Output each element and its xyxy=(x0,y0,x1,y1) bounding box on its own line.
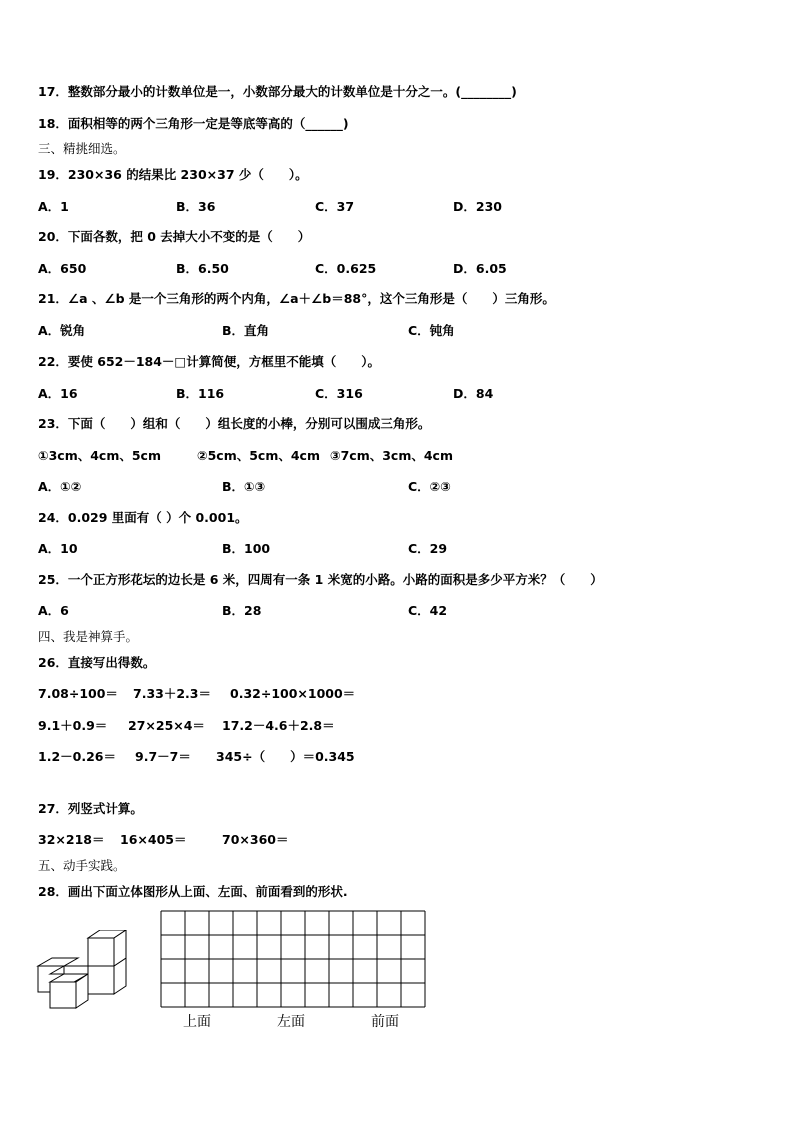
section-3-heading: 三、精挑细选。 xyxy=(38,141,126,156)
q27-calc-3: 70×360＝ xyxy=(222,832,289,847)
section-5-heading: 五、动手实践。 xyxy=(38,858,126,873)
q23-item-1: ①3cm、4cm、5cm xyxy=(38,448,161,463)
q26-calc-2-3: 17.2－4.6＋2.8＝ xyxy=(222,718,335,733)
q19-option-d: D．230 xyxy=(453,199,502,214)
q21-option-a: A．锐角 xyxy=(38,323,86,338)
q26-calc-3-3: 345÷（ ）＝0.345 xyxy=(216,749,355,764)
label-front-view: 前面 xyxy=(371,1014,399,1030)
question-27: 27．列竖式计算。 xyxy=(38,801,143,816)
q24-option-c: C．29 xyxy=(408,541,448,556)
question-18: 18．面积相等的两个三角形一定是等底等高的（______) xyxy=(38,116,349,131)
q21-option-b: B．直角 xyxy=(222,323,270,338)
q23-item-3: ③7cm、3cm、4cm xyxy=(330,448,453,463)
question-20: 20．下面各数，把 0 去掉大小不变的是（ ） xyxy=(38,229,311,244)
drawing-grid[interactable] xyxy=(160,910,428,1008)
label-top-view: 上面 xyxy=(183,1014,211,1030)
q25-option-a: A．6 xyxy=(38,603,69,618)
q23-option-a: A．①② xyxy=(38,479,82,494)
q19-option-c: C．37 xyxy=(315,199,355,214)
q20-option-b: B．6.50 xyxy=(176,261,229,276)
q25-option-c: C．42 xyxy=(408,603,448,618)
question-25: 25．一个正方形花坛的边长是 6 米，四周有一条 1 米宽的小路。小路的面积是多少平方米？（ ） xyxy=(38,572,603,587)
q23-option-c: C．②③ xyxy=(408,479,451,494)
q26-calc-1-1: 7.08÷100＝ xyxy=(38,686,118,701)
q19-option-a: A．1 xyxy=(38,199,69,214)
q26-calc-3-1: 1.2－0.26＝ xyxy=(38,749,116,764)
q21-option-c: C．钝角 xyxy=(408,323,455,338)
question-23: 23．下面（ ）组和（ ）组长度的小棒，分别可以围成三角形。 xyxy=(38,416,431,431)
question-28: 28．画出下面立体图形从上面、左面、前面看到的形状. xyxy=(38,884,348,899)
question-26: 26．直接写出得数。 xyxy=(38,655,156,670)
q23-option-b: B．①③ xyxy=(222,479,266,494)
q26-calc-1-3: 0.32÷100×1000＝ xyxy=(230,686,356,701)
question-24: 24．0.029 里面有（ ）个 0.001。 xyxy=(38,510,248,525)
q25-option-b: B．28 xyxy=(222,603,262,618)
q26-calc-1-2: 7.33＋2.3＝ xyxy=(133,686,211,701)
question-22: 22．要使 652－184－□计算简便，方框里不能填（ ）。 xyxy=(38,354,380,369)
q27-calc-2: 16×405＝ xyxy=(120,832,187,847)
q22-option-c: C．316 xyxy=(315,386,363,401)
q27-calc-1: 32×218＝ xyxy=(38,832,105,847)
q19-option-b: B．36 xyxy=(176,199,216,214)
question-17: 17．整数部分最小的计数单位是一，小数部分最大的计数单位是十分之一。(________) xyxy=(38,84,517,99)
q26-calc-3-2: 9.7－7＝ xyxy=(135,749,191,764)
q26-calc-2-2: 27×25×4＝ xyxy=(128,718,205,733)
q20-option-c: C．0.625 xyxy=(315,261,377,276)
label-left-view: 左面 xyxy=(277,1014,305,1030)
q22-option-a: A．16 xyxy=(38,386,78,401)
q24-option-a: A．10 xyxy=(38,541,78,556)
q22-option-d: D．84 xyxy=(453,386,494,401)
q22-option-b: B．116 xyxy=(176,386,225,401)
question-19: 19．230×36 的结果比 230×37 少（ ）。 xyxy=(38,167,308,182)
q24-option-b: B．100 xyxy=(222,541,271,556)
q20-option-d: D．6.05 xyxy=(453,261,507,276)
stacked-cubes-figure xyxy=(36,930,136,1010)
q20-option-a: A．650 xyxy=(38,261,87,276)
section-4-heading: 四、我是神算手。 xyxy=(38,629,139,644)
question-21: 21．∠a 、∠b 是一个三角形的两个内角，∠a＋∠b＝88°，这个三角形是（ ）三角形。 xyxy=(38,291,555,306)
q23-item-2: ②5cm、5cm、4cm xyxy=(197,448,320,463)
q26-calc-2-1: 9.1＋0.9＝ xyxy=(38,718,108,733)
